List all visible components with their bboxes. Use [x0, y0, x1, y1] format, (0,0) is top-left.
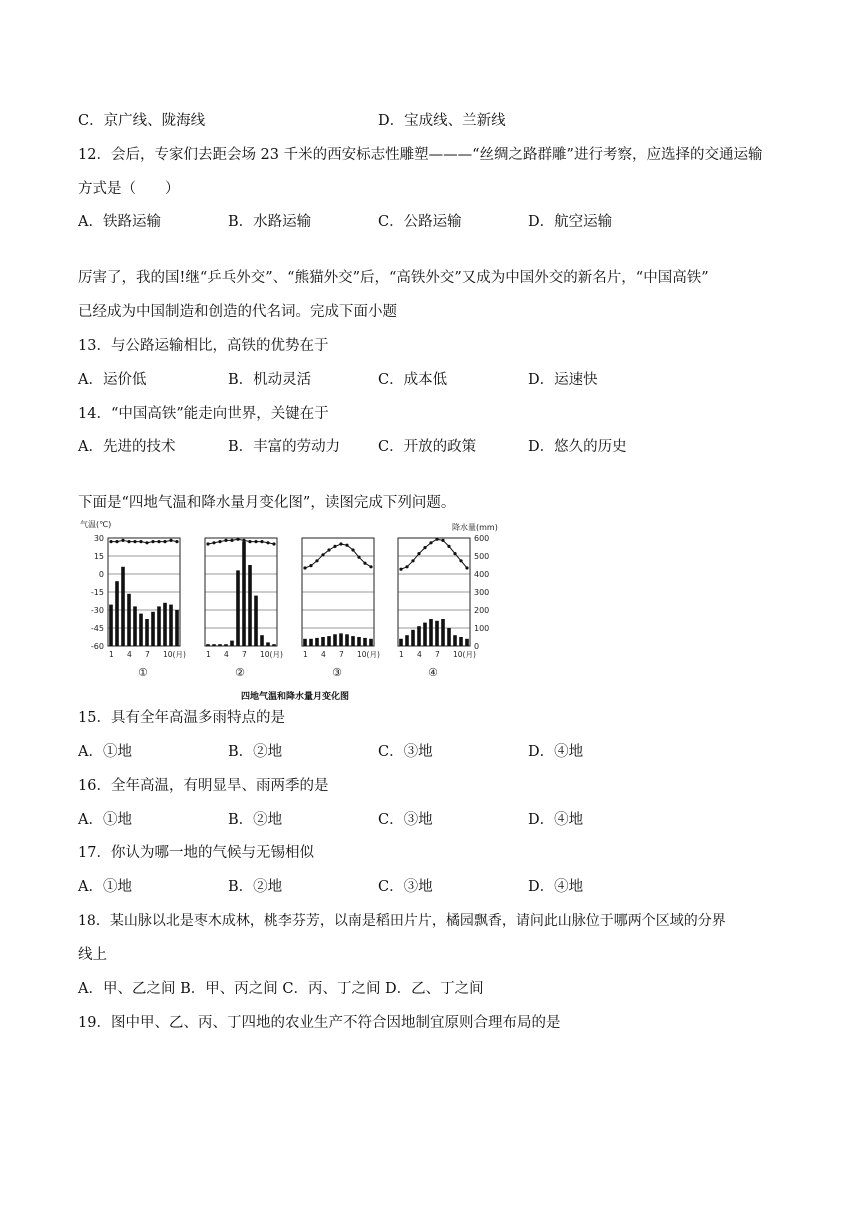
chart-3-x-tick-label: 1	[303, 650, 308, 659]
chart-1-temp-point	[157, 540, 160, 543]
chart-1-temp-point	[139, 540, 142, 543]
chart-2-x-tick-label: 10(月)	[260, 650, 283, 659]
chart-4-precip-bar	[453, 635, 457, 646]
chart-1-temp-point	[175, 540, 178, 543]
chart-1-temp-point	[127, 540, 130, 543]
chart-1-x-tick-label: 1	[109, 650, 114, 659]
q16-stem: 16．全年高温，有明显旱、雨两季的是	[78, 778, 329, 794]
chart-3-x-tick-label: 7	[339, 650, 344, 659]
chart-2-precip-bar	[206, 644, 210, 646]
chart-2-precip-bar	[242, 542, 246, 646]
chart-4-precip-bar	[423, 623, 427, 646]
chart-2-x-tick-label: 4	[224, 650, 229, 659]
chart-2-temp-point	[260, 540, 263, 543]
chart-2-temp-point	[206, 542, 209, 545]
chart-3-precip-bar	[303, 639, 307, 646]
chart-3-temp-point	[339, 542, 342, 545]
temp-tick-label: 30	[93, 534, 104, 543]
chart-1-temp-point	[109, 540, 112, 543]
q18-stem-line1: 18．某山脉以北是枣木成林，桃李芬芳，以南是稻田片片，橘园飘香，请问此山脉位于哪两个区域的分界	[78, 913, 726, 929]
chart-4-precip-bar	[399, 639, 403, 646]
chart-3-temp-point	[357, 556, 360, 559]
chart-1-x-tick-label: 7	[145, 650, 150, 659]
chart-4-temp-point	[435, 538, 438, 541]
chart-3-x-tick-label: 4	[321, 650, 326, 659]
q12-stem-line1: 12．会后，专家们去距会场 23 千米的西安标志性雕塑———“丝绸之路群雕”进行考察，应选择的交通运输	[78, 147, 763, 163]
chart-4-temp-point	[405, 565, 408, 568]
q12-option-b: B．水路运输	[228, 214, 312, 230]
precip-tick-label: 100	[474, 624, 490, 633]
chart-2-precip-bar	[230, 641, 234, 646]
q13-option-c: C．成本低	[378, 372, 448, 388]
chart-1-temp-line	[111, 540, 177, 542]
q18-stem-line2: 线上	[78, 947, 107, 963]
chart-4-precip-bar	[459, 637, 463, 646]
chart-2-precip-bar	[236, 570, 240, 646]
chart-3-precip-bar	[357, 637, 361, 646]
chart-3-temp-point	[363, 562, 366, 565]
chart-1-temp-point	[121, 539, 124, 542]
chart-4-temp-point	[429, 541, 432, 544]
q17-option-b: B．②地	[228, 879, 283, 895]
chart-1-precip-bar	[157, 606, 161, 646]
chart-1-x-tick-label: 10(月)	[163, 650, 186, 659]
chart-3-temp-point	[351, 548, 354, 551]
chart-1-precip-bar	[163, 603, 167, 646]
q13-stem: 13．与公路运输相比，高铁的优势在于	[78, 338, 329, 354]
passage-line2: 已经成为中国制造和创造的代名词。完成下面小题	[78, 304, 397, 320]
chart-4-precip-bar	[417, 626, 421, 646]
q14-option-d: D．悠久的历史	[528, 439, 627, 455]
chart-3-temp-point	[327, 548, 330, 551]
chart-4-temp-point	[417, 552, 420, 555]
q14-option-b: B．丰富的劳动力	[228, 439, 341, 455]
chart-4-precip-bar	[429, 619, 433, 646]
q14-stem: 14．“中国高铁”能走向世界，关键在于	[78, 406, 329, 422]
temp-tick-label: -30	[90, 606, 104, 615]
chart-4-precip-bar	[465, 639, 469, 646]
chart-3-precip-bar	[309, 639, 313, 646]
chart-2-precip-bar	[224, 644, 228, 646]
temp-tick-label: -45	[90, 624, 104, 633]
chart-1-precip-bar	[109, 605, 113, 646]
q15-option-b: B．②地	[228, 744, 283, 760]
chart-2-temp-point	[272, 542, 275, 545]
q12-option-d: D．航空运输	[528, 214, 613, 230]
chart-4-temp-point	[459, 559, 462, 562]
chart-1-temp-point	[163, 540, 166, 543]
temp-tick-label: -15	[90, 588, 104, 597]
chart-2-precip-bar	[218, 644, 222, 646]
chart-2-temp-point	[248, 540, 251, 543]
precip-tick-label: 400	[474, 570, 490, 579]
chart-4-temp-point	[423, 546, 426, 549]
q16-option-a: A．①地	[78, 812, 132, 828]
figure-intro: 下面是“四地气温和降水量月变化图”，读图完成下列问题。	[78, 495, 456, 511]
chart-2-temp-point	[224, 539, 227, 542]
chart-4-label: ④	[428, 666, 438, 679]
chart-3-label: ③	[332, 666, 342, 679]
chart-1-precip-bar	[121, 567, 125, 646]
chart-2-temp-point	[230, 539, 233, 542]
chart-1-precip-bar	[175, 610, 179, 646]
chart-3-temp-point	[309, 564, 312, 567]
temp-tick-label: -60	[90, 642, 104, 651]
chart-3-temp-point	[315, 559, 318, 562]
q11-option-c: C．京广线、陇海线	[78, 113, 206, 129]
chart-3-precip-bar	[327, 636, 331, 646]
chart-2-precip-bar	[272, 644, 276, 646]
chart-3-temp-point	[303, 566, 306, 569]
chart-4-precip-bar	[447, 628, 451, 646]
chart-4-temp-point	[411, 559, 414, 562]
chart-3-precip-bar	[321, 637, 325, 646]
chart-2-x-tick-label: 1	[206, 650, 211, 659]
chart-4-x-tick-label: 1	[399, 650, 404, 659]
q14-option-a: A．先进的技术	[78, 439, 176, 455]
q16-option-b: B．②地	[228, 812, 283, 828]
q17-option-d: D．④地	[528, 879, 584, 895]
passage-line1: 厉害了，我的国!继“乒乓外交”、“熊猫外交”后，“高铁外交”又成为中国外交的新名片，“中国高铁”	[78, 270, 709, 286]
temp-tick-label: 0	[98, 570, 104, 579]
chart-2-temp-point	[266, 541, 269, 544]
q14-option-c: C．开放的政策	[378, 439, 477, 455]
precip-tick-label: 200	[474, 606, 490, 615]
chart-4-temp-point	[465, 566, 468, 569]
precip-tick-label: 300	[474, 588, 490, 597]
q18-options: A．甲、乙之间 B．甲、丙之间 C．丙、丁之间 D．乙、丁之间	[78, 981, 484, 997]
chart-1-label: ①	[138, 666, 148, 679]
chart-4-temp-line	[401, 539, 467, 569]
chart-3-precip-bar	[351, 636, 355, 646]
q15-stem: 15．具有全年高温多雨特点的是	[78, 710, 285, 726]
chart-1-temp-point	[145, 541, 148, 544]
chart-3-x-tick-label: 10(月)	[357, 650, 380, 659]
temperature-axis-label: 气温(℃)	[80, 520, 112, 529]
chart-3-precip-bar	[345, 634, 349, 646]
chart-1-precip-bar	[145, 619, 149, 646]
chart-2-precip-bar	[254, 596, 258, 646]
chart-4-precip-bar	[411, 630, 415, 646]
chart-3-temp-point	[333, 545, 336, 548]
chart-4-temp-point	[447, 545, 450, 548]
chart-2-precip-bar	[260, 635, 264, 646]
q15-option-d: D．④地	[528, 744, 584, 760]
chart-2-label: ②	[235, 666, 245, 679]
chart-1-x-tick-label: 4	[127, 650, 132, 659]
q13-option-d: D．运速快	[528, 372, 598, 388]
precip-tick-label: 0	[474, 642, 480, 651]
chart-2-x-tick-label: 7	[242, 650, 247, 659]
precip-tick-label: 500	[474, 552, 490, 561]
q15-option-c: C．③地	[378, 744, 433, 760]
chart-4-x-tick-label: 10(月)	[453, 650, 476, 659]
chart-1-temp-point	[115, 540, 118, 543]
chart-1-temp-point	[169, 539, 172, 542]
q16-option-c: C．③地	[378, 812, 433, 828]
chart-3-precip-bar	[315, 638, 319, 646]
q16-option-d: D．④地	[528, 812, 584, 828]
precipitation-axis-label: 降水量(mm)	[452, 523, 498, 532]
chart-3-precip-bar	[339, 633, 343, 646]
chart-2-temp-point	[236, 538, 239, 541]
chart-3-precip-bar	[333, 634, 337, 646]
chart-3-temp-point	[345, 544, 348, 547]
chart-4-temp-point	[399, 568, 402, 571]
chart-1-precip-bar	[127, 594, 131, 646]
q17-stem: 17．你认为哪一地的气候与无锡相似	[78, 845, 314, 861]
chart-1-precip-bar	[115, 581, 119, 646]
chart-2-temp-point	[218, 540, 221, 543]
precip-tick-label: 600	[474, 534, 490, 543]
chart-caption: 四地气温和降水量月变化图	[240, 692, 350, 702]
climate-chart-figure	[80, 518, 520, 704]
chart-4-temp-point	[441, 539, 444, 542]
q13-option-a: A．运价低	[78, 372, 147, 388]
chart-4-x-tick-label: 4	[417, 650, 422, 659]
chart-1-precip-bar	[151, 612, 155, 646]
chart-2-temp-point	[212, 541, 215, 544]
chart-2-precip-bar	[248, 565, 252, 646]
q17-option-a: A．①地	[78, 879, 132, 895]
chart-3-temp-point	[321, 553, 324, 556]
chart-3-precip-bar	[369, 639, 373, 646]
q11-option-d: D．宝成线、兰新线	[378, 113, 506, 129]
chart-3-temp-point	[369, 565, 372, 568]
chart-2-temp-point	[242, 539, 245, 542]
chart-2-precip-bar	[212, 644, 216, 646]
chart-4-precip-bar	[435, 621, 439, 646]
chart-4-x-tick-label: 7	[435, 650, 440, 659]
chart-4-precip-bar	[441, 619, 445, 646]
q12-stem-line2: 方式是（ ）	[78, 181, 180, 197]
chart-1-precip-bar	[169, 605, 173, 646]
q12-option-a: A．铁路运输	[78, 214, 161, 230]
chart-1-precip-bar	[133, 606, 137, 646]
chart-1-temp-point	[133, 540, 136, 543]
q17-option-c: C．③地	[378, 879, 433, 895]
chart-3-precip-bar	[363, 638, 367, 646]
chart-4-temp-point	[453, 552, 456, 555]
q13-option-b: B．机动灵活	[228, 372, 312, 388]
chart-2-temp-line	[208, 539, 274, 544]
q19-stem: 19．图中甲、乙、丙、丁四地的农业生产不符合因地制宜原则合理布局的是	[78, 1015, 561, 1031]
chart-2-precip-bar	[266, 642, 270, 646]
temp-tick-label: 15	[93, 552, 104, 561]
chart-1-precip-bar	[139, 614, 143, 646]
chart-2-temp-point	[254, 540, 257, 543]
chart-1-temp-point	[151, 540, 154, 543]
q12-option-c: C．公路运输	[378, 214, 462, 230]
chart-4-precip-bar	[405, 635, 409, 646]
q15-option-a: A．①地	[78, 744, 132, 760]
